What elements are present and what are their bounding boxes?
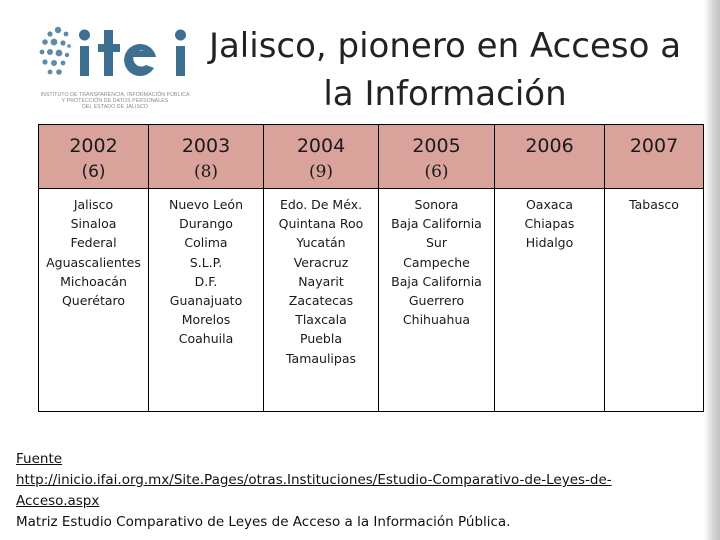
state-name: Jalisco (73, 197, 114, 212)
source-note: Matriz Estudio Comparativo de Leyes de Acceso a la Información Pública. (16, 514, 511, 530)
source-url-line-2: Acceso.aspx (16, 493, 100, 509)
header-cell-2003 (149, 125, 264, 189)
itei-logo (36, 22, 196, 118)
logo-caption-line: DEL ESTADO DE JALISCO (81, 104, 149, 111)
state-name: Nayarit (298, 273, 344, 289)
states-cell-2006 (495, 189, 605, 411)
source-url-line-1: http://inicio.ifai.org.mx/Site.Pages/otras.Instituciones/Estudio-Comparativo-de-Leyes-de- (16, 472, 612, 488)
state-name: S.L.P. (189, 254, 223, 270)
state-name: Michoacán (60, 273, 127, 289)
year-label: 2002 (69, 135, 118, 157)
header-cell-2006 (495, 125, 605, 189)
state-name: Baja California (391, 273, 482, 289)
states-cell-2005 (379, 189, 495, 411)
states-cell-2003 (149, 189, 264, 411)
title-line-1: Jalisco, pionero en Acceso a (208, 26, 682, 66)
state-name: Guanajuato (169, 293, 243, 309)
state-name: Sonora (414, 197, 459, 212)
state-name: Veracruz (293, 254, 349, 270)
state-name: Coahuila (178, 331, 234, 347)
side-shadow (704, 0, 720, 540)
state-name: Zacatecas (288, 293, 354, 309)
state-name: Baja California (391, 216, 482, 232)
slide-title (205, 22, 685, 118)
states-cell-2002 (39, 189, 149, 411)
header-cell-2007 (605, 125, 703, 189)
header-cell-2005 (379, 125, 495, 189)
state-name: Chiapas (524, 216, 575, 232)
states-cell-2007 (605, 189, 703, 411)
state-name: Oaxaca (525, 197, 574, 212)
state-name: Durango (179, 216, 233, 232)
state-name: Nuevo León (169, 197, 243, 212)
source-footer (16, 449, 696, 533)
state-name: Tabasco (629, 197, 679, 212)
state-name: Federal (70, 235, 117, 251)
state-name: Guerrero (408, 293, 465, 309)
state-name: Hidalgo (525, 235, 574, 251)
state-name: D.F. (194, 273, 218, 289)
logo-caption-line: INSTITUTO DE TRANSPARENCIA, INFORMACIÓN PÚBLICA (40, 92, 190, 98)
state-name: Morelos (181, 312, 231, 328)
state-name: Quintana Roo (278, 216, 364, 232)
year-label: 2007 (629, 135, 679, 157)
states-by-year-table (38, 124, 704, 412)
logo-wordmark-glyphs (96, 22, 196, 82)
source-label-link[interactable]: Fuente (16, 451, 63, 467)
state-name: Aguascalientes (46, 254, 141, 270)
logo-wordmark (96, 22, 196, 82)
year-label: 2006 (525, 135, 574, 157)
state-name: Edo. De Méx. (279, 197, 363, 212)
state-name: Chihuahua (402, 312, 471, 328)
state-name: Colima (184, 235, 228, 251)
year-label: 2005 (412, 135, 461, 157)
title-line-2: la Información (323, 74, 567, 114)
count-label: (6) (424, 162, 449, 182)
state-name: Yucatán (296, 235, 346, 251)
logo-caption (39, 92, 191, 111)
state-name: Tamaulipas (285, 350, 357, 366)
state-name: Campeche (403, 254, 470, 270)
year-label: 2003 (181, 135, 231, 157)
count-label: (9) (308, 162, 334, 182)
header-cell-2004 (264, 125, 379, 189)
state-name: Puebla (300, 331, 342, 347)
year-label: 2004 (296, 135, 346, 157)
state-name: Sur (426, 235, 447, 251)
count-label: (6) (81, 162, 106, 182)
state-name: Tlaxcala (295, 312, 347, 328)
logo-caption-line: Y PROTECCIÓN DE DATOS PERSONALES (61, 98, 169, 105)
count-label: (8) (193, 162, 219, 182)
states-cell-2004 (264, 189, 379, 411)
state-name: Querétaro (61, 293, 126, 309)
source-url-link[interactable] (16, 470, 696, 512)
state-name: Sinaloa (70, 216, 117, 232)
header-cell-2002 (39, 125, 149, 189)
